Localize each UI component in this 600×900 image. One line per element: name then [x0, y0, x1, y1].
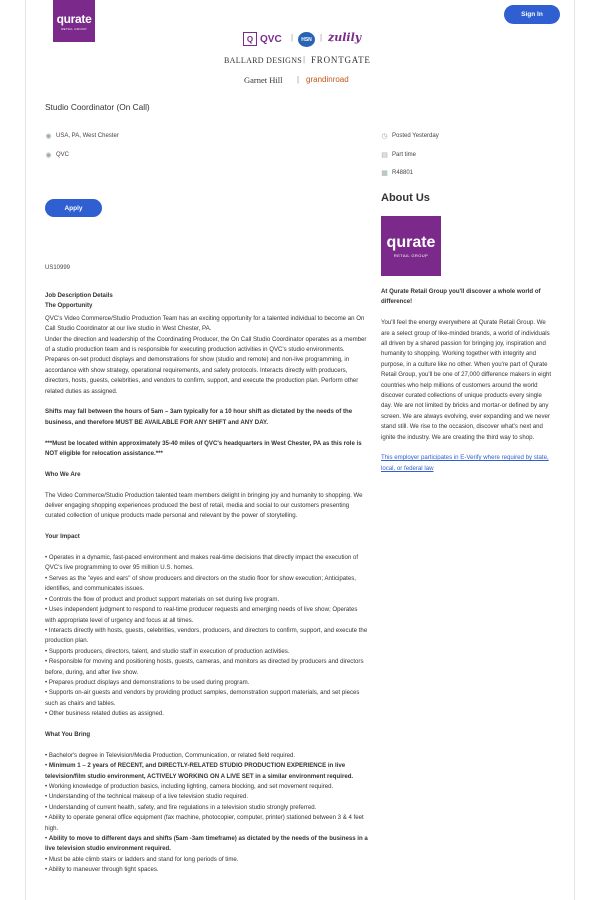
about-heading: About Us [381, 192, 430, 204]
bring-item [45, 834, 369, 855]
desc-paragraph-3: Shifts may fall between the hours of 5am – 3am typically for a 10 hour shift as dictated by the needs of the business, and therefore MUST BE AVAILABLE FOR ANY SHIFT and ANY DAY. [45, 408, 353, 426]
job-req [381, 169, 413, 177]
heading-who: Who We Are [45, 470, 81, 478]
job-title: Studio Coordinator (On Call) [45, 102, 150, 112]
job-posted-text: Posted Yesterday [392, 133, 439, 139]
heading-opportunity: The Opportunity [45, 302, 93, 310]
impact-item: • Supports producers, directors, talent, and studio staff in execution of production activities. [45, 647, 290, 655]
brand-garnet-hill-logo: Garnet Hill [244, 75, 283, 85]
logo-word: qurate [56, 11, 92, 26]
bring-item: • Ability to operate general office equipment (fax machine, photocopier, computer, printer) stationed between 3 & 4 feet high. [45, 814, 364, 832]
bring-bullet: • [45, 835, 49, 842]
about-qurate-logo [381, 216, 441, 276]
job-location-text: USA, PA, West Chester [56, 133, 119, 139]
apply-button[interactable]: Apply [45, 199, 102, 217]
bring-item-bold: Minimum 1 – 2 years of RECENT, and DIRECTLY-RELATED STUDIO PRODUCTION EXPERIENCE in live television/film studio environment, ACTIVELY WORKING ON A LIVE SET in a similar environment required. [45, 762, 354, 780]
desc-paragraph-4: ***Must be located within approximately 35-40 miles of QVC's headquarters in West Chester, PA as this role is NOT eligible for relocation assistance.*** [45, 439, 362, 458]
job-location [45, 132, 119, 140]
clock-icon: ◷ [381, 133, 388, 140]
impact-item: • Prepares product displays and demonstrations to be used during program. [45, 678, 250, 686]
job-company [45, 151, 69, 159]
impact-item: • Operates in a dynamic, fast-paced environment and makes real-time decisions that directly impact the execution of QVC's live programming to over 95 million U.S. homes. [45, 554, 359, 572]
heading-impact: Your Impact [45, 533, 80, 541]
impact-item: • Serves as the "eyes and ears" of show producers and directors on the studio floor for show execution; Anticipates, identifies, and communicates issues. [45, 574, 356, 593]
brand-separator: | [297, 75, 300, 84]
brand-qvc-logo [243, 32, 282, 46]
qvc-wordmark: QVC [260, 33, 282, 45]
about-logo-sub: RETAIL GROUP [393, 253, 429, 258]
desc-paragraph-2: Under the direction and leadership of the Coordinating Producer, the On Call Studio Coordinator operates as a member of a studio production team and is responsible for executing production activities in QVC's studio environments. Prepares on-set product displays and demonstrations for show (studio and remote) and non-live programming, in accordance with show strategy, operational requirements, and safety protocols. Interacts directly with producers, directors, hosts, guests, celebrities, and vendors to confirm, support, and execute the production plan. Perform other related duties as assigned. [45, 335, 367, 395]
bring-item: • Understanding of current health, safety, and fire regulations in a television studio strongly preferred. [45, 803, 317, 811]
bring-item: • Working knowledge of production basics, including lighting, camera blocking, and set movement required. [45, 782, 334, 790]
brand-frontgate-logo: FRONTGATE [311, 55, 371, 65]
heading-bring: What You Bring [45, 730, 91, 738]
impact-item: • Interacts directly with hosts, guests, celebrities, vendors, producers, and directors to confirm, support, and execute the production plan. [45, 626, 368, 645]
qurate-logo[interactable] [53, 0, 95, 42]
desc-paragraph-1: QVC's Video Commerce/Studio Production Team has an exciting opportunity for a talented individual to become an On Call Studio Coordinator at our live studio in West Chester, PA. [45, 314, 365, 333]
brand-zulily-logo: zulily [328, 31, 362, 44]
job-company-text: QVC [56, 152, 70, 158]
bring-item: • Understanding of the technical makeup of a live television studio required. [45, 793, 249, 801]
job-code: US10999 [45, 265, 71, 271]
impact-item: • Controls the flow of product and product support materials on set during live program. [45, 595, 280, 603]
brand-separator: | [291, 33, 294, 42]
location-pin-icon: ◉ [45, 152, 52, 159]
job-req-text: R48801 [392, 170, 414, 176]
document-icon: ▤ [381, 152, 388, 159]
brand-ballard-logo: BALLARD DESIGNS [224, 56, 303, 65]
id-card-icon: ▦ [381, 170, 388, 177]
job-type [381, 151, 416, 159]
bring-bullet: • [45, 762, 49, 770]
everify-link[interactable]: This employer participates in E-Verify where required by state, local, or federal law [381, 454, 549, 472]
impact-item: • Uses independent judgment to respond to real-time producer requests and emerging needs of live show; Operates with appropriate level of urgency and focus at all times. [45, 606, 358, 624]
qvc-q-mark: Q [243, 32, 257, 46]
bring-item [45, 761, 369, 782]
about-intro: At Qurate Retail Group you'll discover a whole world of difference! [381, 288, 541, 306]
brand-separator: | [303, 55, 306, 64]
brand-separator: | [320, 33, 323, 42]
bring-item: • Must be able climb stairs or ladders and stand for long periods of time. [45, 855, 239, 863]
job-type-text: Part time [392, 152, 417, 158]
location-pin-icon: ◉ [45, 133, 52, 140]
desc-paragraph-5: The Video Commerce/Studio Production talented team members delight in bringing joy and humanity to shopping. We deliver engaging shopping experiences produced the best of retail, media and social to our customers presenting curated collection of unique products made personal and relevant by the power of storytelling. [45, 491, 363, 520]
about-logo-word: qurate [386, 234, 436, 251]
about-body: You'll feel the energy everywhere at Qurate Retail Group. We are a select group of like-minded brands, a world of individuals all driven by a shared passion for bringing joy, inspiration and humanity to shopping. Working together with integrity and purpose, in a culture like no other. When you're part of Qurate Retail Group, you'll be one of 27,000 difference makers in eight countries who help millions of customers around the world discover curated collections of unique products every single day. We are not limited by bricks and mortar-or defined by any screen. We are always evolving, ever expanding and we never stand still. We rise to the occasion, discover what's next and ignite the industry. We are creating the third way to shop. [381, 319, 552, 441]
job-description [45, 291, 369, 876]
impact-item: • Supports on-air guests and vendors by providing product samples, demonstration support materials, and set pieces such as chairs and tables. [45, 689, 360, 707]
job-posted [381, 132, 439, 140]
logo-sub: RETAIL GROUP [61, 26, 87, 31]
bring-item: • Bachelor's degree in Television/Media Production, Communication, or related field required. [45, 751, 296, 759]
heading-details: Job Description Details [45, 292, 113, 299]
impact-item: • Responsible for moving and positioning hosts, guests, cameras, and monitors as directed by producers and directors before, during, and after live show. [45, 658, 364, 676]
bring-item: • Ability to maneuver through tight spaces. [45, 866, 159, 874]
impact-item: • Other business related duties as assigned. [45, 710, 164, 718]
sign-in-button[interactable]: Sign In [504, 5, 560, 24]
brand-grandin-road-logo: grandinroad [306, 75, 349, 84]
brand-hsn-logo: HSN [298, 32, 315, 47]
about-section [381, 287, 553, 485]
bring-item-bold: Ability to move to different days and shifts (5am -3am timeframe) as dictated by the needs of the business in a live television studio environment required. [45, 835, 368, 853]
